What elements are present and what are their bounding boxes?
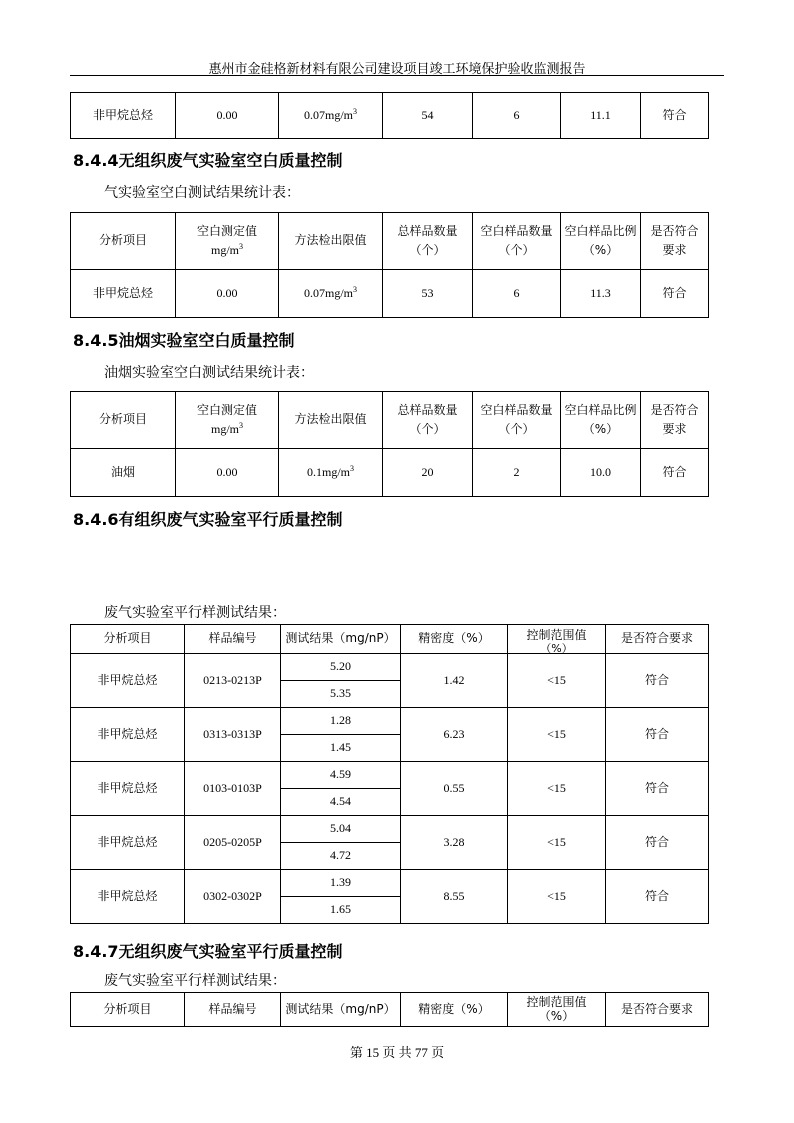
cell-item: 非甲烷总烃 (71, 93, 176, 139)
cell-compliance: 符合 (606, 816, 709, 870)
table-header-row (71, 993, 709, 1027)
header-item: 分析项目 (71, 625, 185, 654)
table-row (71, 93, 709, 139)
table-row (71, 870, 709, 897)
table-header-row (71, 392, 709, 449)
table-header-row (71, 625, 709, 654)
cell-compliance: 符合 (641, 93, 709, 139)
cell-control-range: <15 (508, 870, 606, 924)
parallel-table-846 (70, 624, 709, 924)
section-subtitle-846: 废气实验室平行样测试结果： (104, 605, 286, 621)
table-row (71, 654, 709, 681)
cell-detection-limit: $0.1mg/m^3$ (279, 449, 383, 497)
header-detection-limit: 方法检出限值 (279, 213, 383, 270)
cell-item: 油烟 (71, 449, 176, 497)
cell-result-1: 5.04 (281, 816, 401, 843)
section-title-847: 8.4.7无组织废气实验室平行质量控制 (73, 942, 343, 961)
section-title-845: 8.4.5油烟实验室空白质量控制 (73, 331, 295, 350)
cell-total: 54 (383, 93, 473, 139)
header-total: 总样品数量 （个） (383, 392, 473, 449)
header-result: 测试结果（mg/nP） (281, 993, 401, 1027)
cell-sample-id: 0302-0302P (185, 870, 281, 924)
cell-precision: 8.55 (401, 870, 508, 924)
header-control-range: 控制范围值 （%） (508, 625, 606, 654)
table-row (71, 708, 709, 735)
cell-item: 非甲烷总烃 (71, 816, 185, 870)
cell-sample-id: 0205-0205P (185, 816, 281, 870)
cell-control-range: <15 (508, 708, 606, 762)
cell-result-2: 1.45 (281, 735, 401, 762)
header-blank-value: 空白测定值 $mg/m^3$ (176, 392, 279, 449)
cell-result-2: 1.65 (281, 897, 401, 924)
cell-blank-value: 0.00 (176, 93, 279, 139)
cell-blank-count: 6 (473, 93, 561, 139)
cell-control-range: <15 (508, 654, 606, 708)
cell-compliance: 符合 (606, 654, 709, 708)
cell-total: 20 (383, 449, 473, 497)
cell-detection-limit: $0.07mg/m^3$ (279, 270, 383, 318)
header-item: 分析项目 (71, 993, 185, 1027)
cell-result-1: 4.59 (281, 762, 401, 789)
header-item: 分析项目 (71, 213, 176, 270)
cell-ratio: 11.3 (561, 270, 641, 318)
cell-control-range: <15 (508, 816, 606, 870)
cell-compliance: 符合 (606, 870, 709, 924)
cell-sample-id: 0313-0313P (185, 708, 281, 762)
cell-blank-count: 6 (473, 270, 561, 318)
cell-blank-value: 0.00 (176, 449, 279, 497)
cell-item: 非甲烷总烃 (71, 654, 185, 708)
table-row (71, 762, 709, 789)
table-header-row (71, 213, 709, 270)
header-detection-limit: 方法检出限值 (279, 392, 383, 449)
blank-table-845 (70, 391, 709, 497)
header-precision: 精密度（%） (401, 625, 508, 654)
cell-item: 非甲烷总烃 (71, 870, 185, 924)
parallel-table-847 (70, 992, 709, 1027)
section-subtitle-845: 油烟实验室空白测试结果统计表： (104, 365, 314, 381)
header-blank-count: 空白样品数量 （个） (473, 392, 561, 449)
cell-precision: 3.28 (401, 816, 508, 870)
cell-total: 53 (383, 270, 473, 318)
table-row (71, 816, 709, 843)
cell-result-1: 1.39 (281, 870, 401, 897)
section-title-844: 8.4.4无组织废气实验室空白质量控制 (73, 151, 343, 170)
header-result: 测试结果（mg/nP） (281, 625, 401, 654)
cell-control-range: <15 (508, 762, 606, 816)
header-total: 总样品数量 （个） (383, 213, 473, 270)
cell-result-1: 5.20 (281, 654, 401, 681)
cell-precision: 6.23 (401, 708, 508, 762)
header-compliance: 是否符合要求 (606, 993, 709, 1027)
header-compliance: 是否符合 要求 (641, 392, 709, 449)
blank-table-continued (70, 92, 709, 139)
header-ratio: 空白样品比例 （%） (561, 392, 641, 449)
cell-item: 非甲烷总烃 (71, 708, 185, 762)
cell-item: 非甲烷总烃 (71, 270, 176, 318)
header-control-range: 控制范围值 （%） (508, 993, 606, 1027)
table-row (71, 449, 709, 497)
blank-table-844 (70, 212, 709, 318)
header-divider (70, 75, 724, 76)
cell-result-2: 4.54 (281, 789, 401, 816)
header-precision: 精密度（%） (401, 993, 508, 1027)
cell-ratio: 11.1 (561, 93, 641, 139)
cell-result-2: 4.72 (281, 843, 401, 870)
header-compliance: 是否符合要求 (606, 625, 709, 654)
cell-compliance: 符合 (606, 708, 709, 762)
cell-sample-id: 0213-0213P (185, 654, 281, 708)
header-ratio: 空白样品比例 （%） (561, 213, 641, 270)
report-header: 惠州市金硅格新材料有限公司建设项目竣工环境保护验收监测报告 (208, 62, 586, 77)
header-blank-value: 空白测定值 $mg/m^3$ (176, 213, 279, 270)
header-item: 分析项目 (71, 392, 176, 449)
section-title-846: 8.4.6有组织废气实验室平行质量控制 (73, 510, 343, 529)
parallel-table-847-clip (70, 992, 710, 1023)
cell-blank-value: 0.00 (176, 270, 279, 318)
cell-compliance: 符合 (641, 449, 709, 497)
cell-blank-count: 2 (473, 449, 561, 497)
cell-precision: 1.42 (401, 654, 508, 708)
cell-compliance: 符合 (606, 762, 709, 816)
cell-precision: 0.55 (401, 762, 508, 816)
cell-detection-limit: $0.07mg/m^3$ (279, 93, 383, 139)
cell-result-1: 1.28 (281, 708, 401, 735)
section-subtitle-844: 气实验室空白测试结果统计表： (104, 185, 300, 201)
header-sample-id: 样品编号 (185, 625, 281, 654)
cell-result-2: 5.35 (281, 681, 401, 708)
cell-ratio: 10.0 (561, 449, 641, 497)
header-sample-id: 样品编号 (185, 993, 281, 1027)
section-subtitle-847: 废气实验室平行样测试结果： (104, 973, 286, 989)
cell-sample-id: 0103-0103P (185, 762, 281, 816)
cell-compliance: 符合 (641, 270, 709, 318)
table-row (71, 270, 709, 318)
cell-item: 非甲烷总烃 (71, 762, 185, 816)
page-footer: 第 15 页 共 77 页 (349, 1045, 445, 1060)
header-compliance: 是否符合 要求 (641, 213, 709, 270)
header-blank-count: 空白样品数量 （个） (473, 213, 561, 270)
